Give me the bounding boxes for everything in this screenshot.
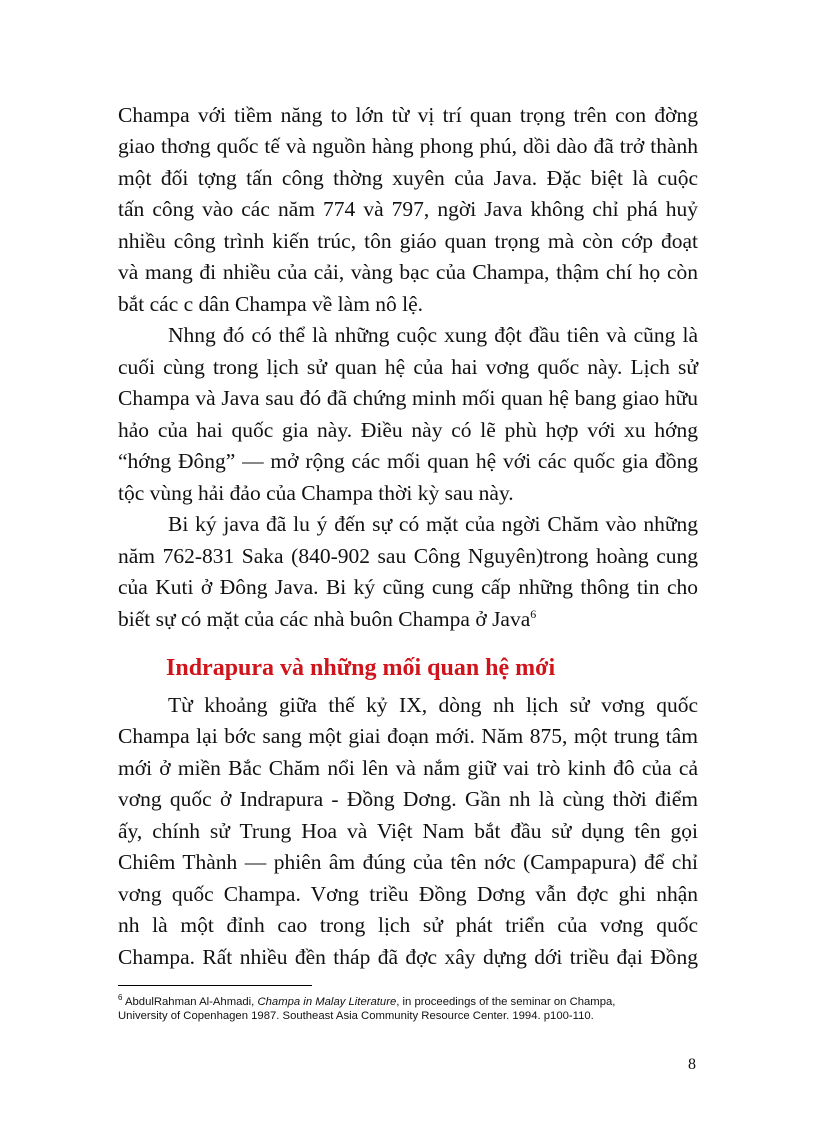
paragraph-4-line-3: mới ở miền Bắc Chăm nổi lên và nắm giữ vai trò kinh đô của cả [118, 756, 698, 780]
paragraph-4-line-4: vơng quốc ở Indrapura - Đồng Dơng. Gần nh là cùng thời điểm [118, 787, 698, 811]
paragraph-1-line-4: tấn công vào các năm 774 và 797, ngời Java không chỉ phá huỷ [118, 197, 698, 221]
paragraph-4-line-9: Champa. Rất nhiều đền tháp đã đợc xây dựng dới triều đại Đồng [118, 945, 698, 969]
footnote-marker: 6 [118, 993, 123, 1003]
paragraph-1-line-3: một đối tợng tấn công thờng xuyên của Java. Đặc biệt là cuộc [118, 166, 698, 190]
paragraph-2-line-6: tộc vùng hải đảo của Champa thời kỳ sau này. [118, 481, 514, 505]
footnote-line-2: University of Copenhagen 1987. Southeast Asia Community Resource Center. 1994. p100-110. [118, 1010, 594, 1022]
paragraph-4-line-2: Champa lại bớc sang một giai đoạn mới. Năm 875, một trung tâm [118, 724, 698, 748]
paragraph-2-line-3: Champa và Java sau đó đã chứng minh mối quan hệ bang giao hữu [118, 386, 698, 410]
footnote-reference: 6 [530, 606, 537, 621]
paragraph-2-line-5: “hớng Đông” — mở rộng các mối quan hệ với các quốc gia đồng [118, 449, 698, 473]
paragraph-1-line-7: bắt các c dân Champa về làm nô lệ. [118, 292, 424, 316]
footnote-line-1 [118, 995, 615, 1009]
page-number: 8 [688, 1056, 696, 1073]
paragraph-1-line-2: giao thơng quốc tế và nguồn hàng phong phú, dồi dào đã trở thành [118, 134, 698, 158]
paragraph-4-line-8: nh là một đỉnh cao trong lịch sử phát triển của vơng quốc [118, 913, 698, 937]
paragraph-4-line-7: vơng quốc Champa. Vơng triều Đồng Dơng vẫn đợc ghi nhận [118, 882, 698, 906]
paragraph-3-line-2: năm 762-831 Saka (840-902 sau Công Nguyên)trong hoàng cung [118, 544, 698, 568]
footnote-rest: , in proceedings of the seminar on Champa, [396, 996, 616, 1008]
paragraph-1-line-5: nhiều công trình kiến trúc, tôn giáo quan trọng mà còn cớp đoạt [118, 229, 698, 253]
footnote-title: Champa in Malay Literature [257, 996, 397, 1008]
paragraph-1-line-1: Champa với tiềm năng to lớn từ vị trí quan trọng trên con đờng [118, 103, 698, 127]
paragraph-3-line-1: Bi ký java đã lu ý đến sự có mặt của ngời Chăm vào những [168, 512, 698, 536]
paragraph-3-line-3: của Kuti ở Đông Java. Bi ký cũng cung cấp những thông tin cho [118, 575, 698, 599]
paragraph-2-line-1: Nhng đó có thể là những cuộc xung đột đầu tiên và cũng là [168, 323, 698, 347]
paragraph-4-line-5: ấy, chính sử Trung Hoa và Việt Nam bắt đầu sử dụng tên gọi [118, 819, 698, 843]
section-heading: Indrapura và những mối quan hệ mới [166, 655, 556, 681]
paragraph-3-line-4 [118, 604, 698, 634]
footnote-author: AbdulRahman Al-Ahmadi, [124, 996, 258, 1008]
paragraph-1-line-6: và mang đi nhiều của cải, vàng bạc của Champa, thậm chí họ còn [118, 260, 698, 284]
paragraph-3-line-4-text: biết sự có mặt của các nhà buôn Champa ở Java [118, 607, 531, 631]
paragraph-4-line-1: Từ khoảng giữa thế kỷ IX, dòng nh lịch sử vơng quốc [168, 693, 698, 717]
footnote-separator [118, 985, 312, 986]
paragraph-4-line-6: Chiêm Thành — phiên âm đúng của tên nớc (Campapura) để chỉ [118, 850, 698, 874]
paragraph-2-line-2: cuối cùng trong lịch sử quan hệ của hai vơng quốc này. Lịch sử [118, 355, 698, 379]
paragraph-2-line-4: hảo của hai quốc gia này. Điều này có lẽ phù hợp với xu hớng [118, 418, 698, 442]
